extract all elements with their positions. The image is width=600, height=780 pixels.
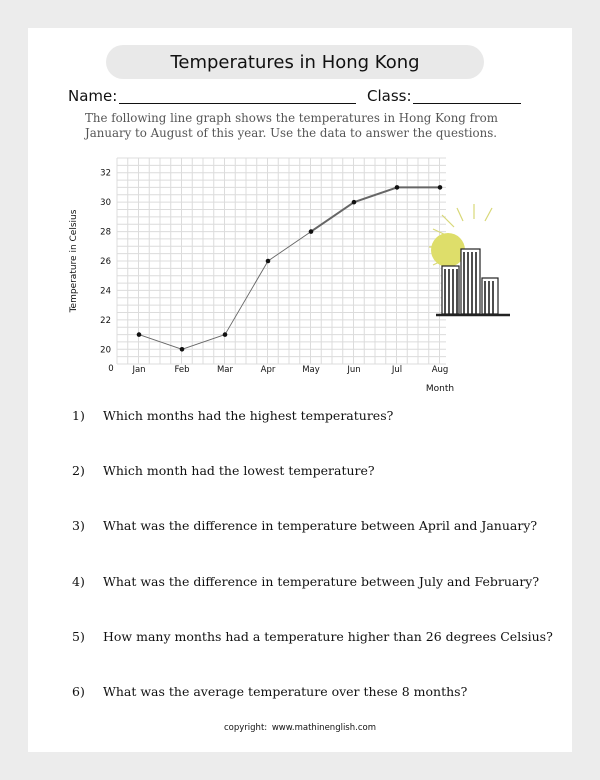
y-tick-label: 26	[100, 257, 111, 267]
sun-disc	[431, 233, 465, 267]
y-tick-label: 20	[100, 345, 111, 356]
x-axis-label: Month	[425, 384, 455, 394]
question-number: 3)	[72, 518, 85, 533]
worksheet-page	[28, 28, 572, 752]
x-tick-label: Jan	[132, 365, 146, 375]
x-tick-label: Feb	[174, 365, 190, 375]
y-tick-label: 30	[100, 198, 111, 209]
x-tick-label: Jul	[391, 365, 403, 375]
x-tick-label: May	[302, 365, 320, 375]
question-text: Which month had the lowest temperature?	[103, 463, 375, 478]
y-tick-label: 22	[100, 315, 111, 326]
y-axis-label: Temperature in Celsius	[69, 209, 79, 313]
class-label: Class:	[367, 87, 412, 105]
question-number: 5)	[72, 629, 85, 644]
question-number: 4)	[72, 574, 85, 589]
question-number: 2)	[72, 463, 85, 478]
question-number: 1)	[72, 408, 85, 423]
x-tick-label: Apr	[260, 365, 276, 375]
copyright-footer: copyright: www.mathinenglish.com	[224, 723, 376, 733]
x-tick-label: Mar	[216, 365, 234, 375]
question-text: What was the difference in temperature between April and January?	[103, 518, 538, 533]
x-tick-label: Aug	[431, 365, 449, 375]
x-tick-label: Jun	[347, 365, 361, 375]
page-title: Temperatures in Hong Kong	[106, 45, 484, 79]
question-text: How many months had a temperature higher than 26 degrees Celsius?	[103, 629, 553, 644]
y-tick-label: 28	[100, 227, 111, 238]
question-text: What was the average temperature over these 8 months?	[103, 684, 468, 699]
origin-label: 0	[108, 364, 114, 374]
question-text: Which months had the highest temperatures?	[103, 408, 394, 423]
y-tick-label: 24	[100, 286, 111, 297]
question-number: 6)	[72, 684, 85, 699]
name-label: Name:	[68, 87, 118, 105]
sun-and-buildings-icon	[28, 28, 572, 408]
y-tick-label: 32	[100, 168, 111, 179]
intro-text: The following line graph shows the temperatures in Hong Kong from January to August of this year. Use the data to answer the questions.	[85, 111, 498, 140]
question-text: What was the difference in temperature between July and February?	[103, 574, 540, 589]
